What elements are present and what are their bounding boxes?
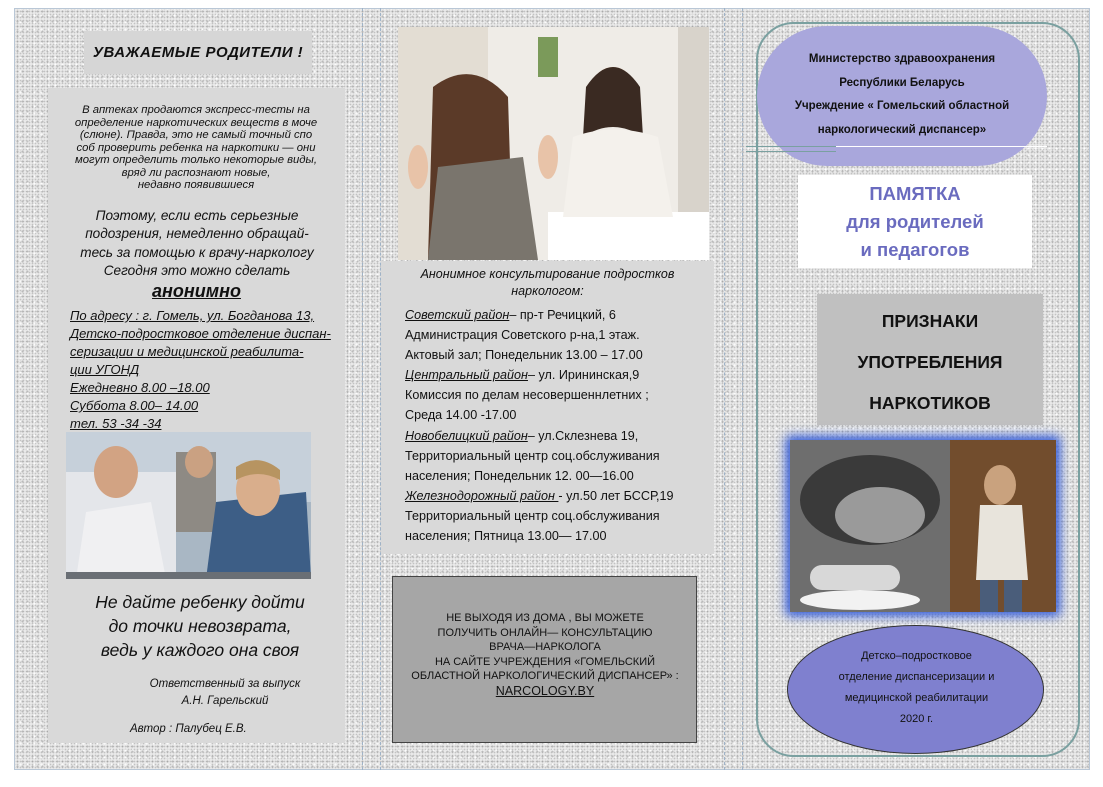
department-text — [788, 646, 1045, 730]
responsible-block — [130, 676, 320, 710]
memo-line: ПАМЯТКА — [869, 183, 961, 204]
address-line: Суббота 8.00– 14.00 — [70, 398, 199, 413]
ministry-line: Республики Беларусь — [839, 76, 965, 89]
greeting-heading: УВАЖАЕМЫЕ РОДИТЕЛИ ! — [84, 31, 312, 74]
advice-line: тесь за помощью к врачу-наркологу — [80, 244, 314, 260]
intro-line: (слюне). Правда, это не самый точный спо — [79, 129, 313, 141]
responsible-label: Ответственный за выпуск — [149, 678, 301, 690]
list-item: Территориальный центр соц.обслуживания — [405, 508, 660, 523]
online-line: ПОЛУЧИТЬ ОНЛАЙН— КОНСУЛЬТАЦИЮ — [437, 626, 653, 639]
slogan-text — [60, 590, 340, 662]
ministry-line: наркологический диспансер» — [817, 123, 987, 136]
year-label: 2020 г. — [899, 713, 934, 725]
online-line: ВРАЧА—НАРКОЛОГА — [489, 641, 601, 653]
advice-line: Сегодня это можно сделать — [103, 262, 291, 278]
ministry-line: Учреждение « Гомельский областной — [794, 100, 1010, 112]
online-line: НЕ ВЫХОДЯ ИЗ ДОМА , ВЫ МОЖЕТЕ — [446, 612, 644, 624]
memo-title-box — [798, 175, 1032, 268]
list-item: Советский район– пр-т Речицкий, 6 — [405, 308, 616, 322]
intro-line: В аптеках продаются экспресс-тесты на — [82, 104, 310, 116]
fold-line-right — [724, 8, 725, 770]
memo-line: и педагогов — [860, 239, 970, 260]
list-item: Новобелицкий район– ул.Склезнева 19, — [405, 428, 639, 443]
advice-line: подозрения, немедленно обращай- — [85, 226, 309, 242]
responsible-name: А.Н. Гарельский — [181, 695, 269, 707]
author-credit: Автор : Палубец Е.В. — [130, 723, 247, 735]
drug-abuse-photo — [790, 440, 1056, 612]
list-item: Центральный район– ул. Ирининская,9 — [405, 368, 640, 383]
website-link[interactable]: NARCOLOGY.BY — [495, 683, 595, 698]
fold-line-right-inner — [742, 8, 743, 770]
online-line: НА САЙТЕ УЧРЕЖДЕНИЯ «ГОМЕЛЬСКИЙ — [434, 655, 656, 668]
address-line: Детско-подростковое отделение диспан- — [70, 326, 331, 341]
dept-line: отделение диспансеризации и — [838, 671, 995, 683]
signs-line: НАРКОТИКОВ — [869, 393, 991, 413]
online-consultation-box — [392, 576, 697, 743]
list-item: Территориальный центр соц.обслуживания — [405, 448, 660, 463]
list-item: населения; Понедельник 12. 00—16.00 — [405, 468, 634, 483]
intro-line: соб проверить ребенка на наркотики — они — [76, 141, 316, 154]
intro-line: недавно появившиеся — [137, 179, 255, 191]
memo-line: для родителей — [846, 211, 984, 232]
online-line: ОБЛАСТНОЙ НАРКОЛОГИЧЕСКИЙ ДИСПАНСЕР» : — [411, 670, 679, 682]
title-line: наркологом: — [511, 284, 584, 298]
dispensary-address — [70, 307, 342, 433]
list-item: Комиссия по делам несовершеннлетних ; — [405, 388, 649, 403]
list-item: Актовый зал; Понедельник 13.00 – 17.00 — [405, 348, 643, 363]
address-line: ции УГОНД — [70, 362, 140, 377]
memo-title — [798, 180, 1032, 264]
dept-line: медицинской реабилитации — [844, 692, 989, 704]
online-consultation-text — [399, 611, 691, 698]
ministry-oval — [757, 26, 1047, 166]
fold-line-left — [362, 8, 363, 770]
address-line: По адресу : г. Гомель, ул. Богданова 13, — [70, 308, 315, 323]
psychologist-consultation-photo — [398, 27, 709, 260]
decorative-divider — [746, 146, 836, 152]
signs-line: ПРИЗНАКИ — [881, 311, 979, 331]
list-item: Железнодорожный район - ул.50 лет БССР,19 — [405, 488, 674, 503]
list-item: населения; Пятница 13.00— 17.00 — [405, 529, 607, 544]
department-oval — [787, 625, 1044, 754]
list-item: Администрация Советского р-на,1 этаж. — [405, 328, 640, 343]
title-line: Анонимное консультирование подростков — [420, 267, 675, 281]
pharmacy-tests-text — [58, 104, 334, 192]
intro-line: вряд ли распознают новые, — [121, 166, 271, 179]
decorative-divider-white — [836, 146, 1047, 147]
family-conversation-photo — [66, 432, 311, 579]
ministry-line: Министерство здравоохранения — [808, 53, 996, 65]
signs-title — [817, 301, 1043, 424]
signs-line: УПОТРЕБЛЕНИЯ — [857, 352, 1003, 372]
advice-text — [62, 207, 332, 280]
signs-title-box — [817, 294, 1043, 425]
slogan-line: до точки невозврата, — [108, 616, 292, 636]
address-line: Ежедневно 8.00 –18.00 — [70, 380, 210, 395]
phone-number: тел. 53 -34 -34 — [70, 416, 162, 431]
intro-line: определение наркотических веществ в моче — [74, 116, 318, 129]
list-item: Среда 14.00 -17.00 — [405, 408, 517, 423]
intro-line: могут определить только некоторые виды, — [75, 154, 317, 166]
consultation-list — [405, 305, 710, 546]
consultation-title — [391, 266, 704, 300]
anonymous-consultation-panel — [381, 261, 714, 554]
address-line: серизации и медицинской реабилита- — [70, 344, 304, 359]
ministry-text — [757, 48, 1047, 142]
slogan-line: Не дайте ребенку дойти — [95, 592, 305, 612]
advice-line: Поэтому, если есть серьезные — [95, 208, 299, 223]
slogan-line: ведь у каждого она своя — [100, 640, 300, 660]
anonymous-word: анонимно — [152, 281, 241, 301]
dept-line: Детско–подростковое — [861, 650, 972, 662]
